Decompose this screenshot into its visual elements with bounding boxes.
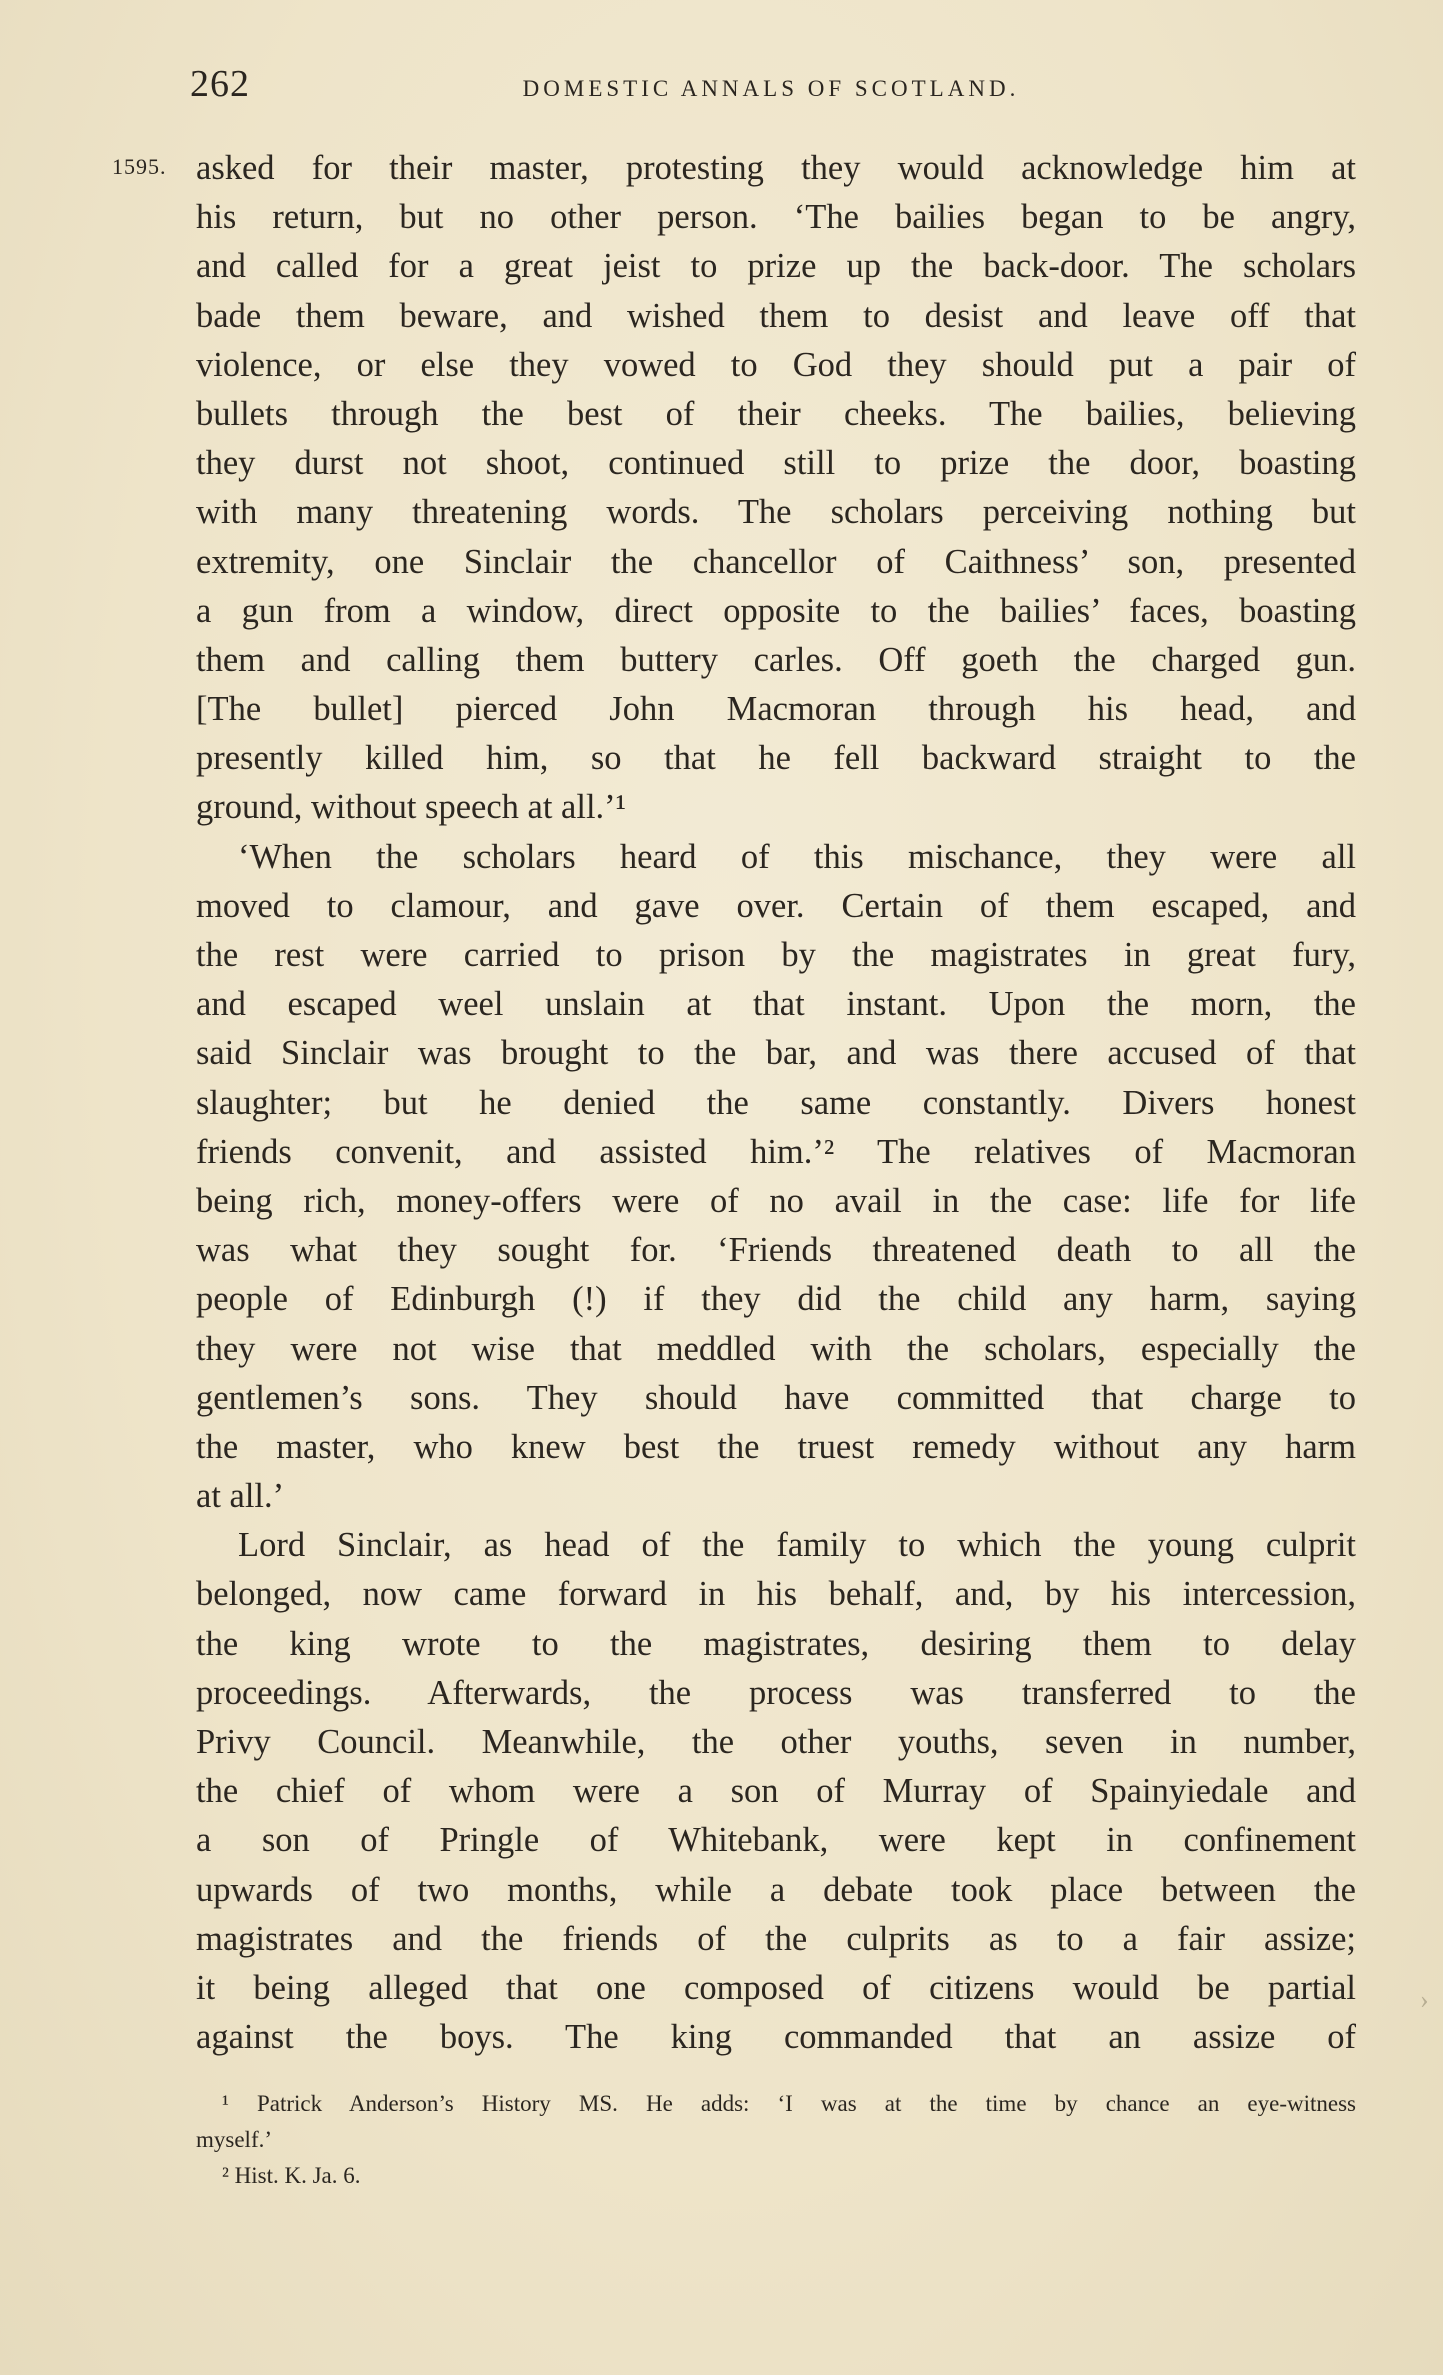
footnotes: [196, 2086, 1356, 2194]
text-line: presently killed him, so that he fell backward straight to the: [196, 739, 1356, 778]
text-line: bade them beware, and wished them to desist and leave off that: [196, 296, 1356, 335]
text-line: and escaped weel unslain at that instant. Upon the morn, the: [196, 985, 1356, 1024]
text-line: the king wrote to the magistrates, desiring them to delay: [196, 1624, 1356, 1663]
text-line: friends convenit, and assisted him.’² The relatives of Macmoran: [196, 1132, 1356, 1171]
text-line: a gun from a window, direct opposite to the bailies’ faces, boasting: [196, 591, 1356, 630]
text-line: magistrates and the friends of the culprits as to a fair assize;: [196, 1919, 1356, 1958]
text-line: them and calling them buttery carles. Off goeth the charged gun.: [196, 640, 1356, 679]
running-head: DOMESTIC ANNALS OF SCOTLAND.: [522, 76, 1020, 101]
footnote-line: ² Hist. K. Ja. 6.: [222, 2163, 361, 2188]
footnote-line: myself.’: [196, 2127, 273, 2152]
text-line: was what they sought for. ‘Friends threatened death to all the: [196, 1231, 1356, 1270]
page-number: 262: [190, 63, 250, 105]
text-line: against the boys. The king commanded that an assize of: [196, 2018, 1356, 2057]
margin-year: 1595.: [112, 154, 167, 179]
text-line: belonged, now came forward in his behalf, and, by his intercession,: [196, 1575, 1356, 1614]
text-line: the chief of whom were a son of Murray of Spainyiedale and: [196, 1772, 1356, 1811]
text-line: with many threatening words. The scholars perceiving nothing but: [196, 493, 1356, 532]
text-line: violence, or else they vowed to God they should put a pair of: [196, 345, 1356, 384]
text-line: they were not wise that meddled with the scholars, especially the: [196, 1329, 1356, 1368]
text-line: extremity, one Sinclair the chancellor of Caithness’ son, presented: [196, 542, 1356, 581]
text-line: they durst not shoot, continued still to prize the door, boasting: [196, 444, 1356, 483]
text-line: it being alleged that one composed of citizens would be partial: [196, 1968, 1356, 2007]
text-line: upwards of two months, while a debate took place between the: [196, 1870, 1356, 1909]
text-line: Lord Sinclair, as head of the family to which the young culprit: [238, 1526, 1356, 1565]
page-header: [186, 62, 1356, 122]
margin-mark: ›: [1420, 1985, 1429, 2014]
text-line: slaughter; but he denied the same constantly. Divers honest: [196, 1083, 1356, 1122]
text-line: being rich, money-offers were of no avail in the case: life for life: [196, 1181, 1356, 1220]
text-line: the master, who knew best the truest remedy without any harm: [196, 1427, 1356, 1466]
text-line: a son of Pringle of Whitebank, were kept in confinement: [196, 1821, 1356, 1860]
text-line: the rest were carried to prison by the magistrates in great fury,: [196, 936, 1356, 974]
footnote-line: ¹ Patrick Anderson’s History MS. He adds: ‘I was at the time by chance an eye-witness: [222, 2091, 1356, 2116]
text-line: said Sinclair was brought to the bar, and was there accused of that: [196, 1034, 1356, 1073]
text-line: ground, without speech at all.’¹: [196, 788, 626, 827]
text-line: people of Edinburgh (!) if they did the child any harm, saying: [196, 1280, 1356, 1319]
text-line: moved to clamour, and gave over. Certain of them escaped, and: [196, 886, 1356, 925]
text-line: bullets through the best of their cheeks. The bailies, believing: [196, 394, 1356, 433]
text-line: ‘When the scholars heard of this mischance, they were all: [238, 837, 1356, 876]
text-line: Privy Council. Meanwhile, the other youths, seven in number,: [196, 1723, 1356, 1761]
text-line: [The bullet] pierced John Macmoran through his head, and: [196, 690, 1356, 729]
text-line: gentlemen’s sons. They should have committed that charge to: [196, 1378, 1356, 1417]
text-line: his return, but no other person. ‘The bailies began to be angry,: [196, 198, 1356, 237]
text-line: asked for their master, protesting they would acknowledge him at: [196, 149, 1356, 187]
text-line: proceedings. Afterwards, the process was transferred to the: [196, 1673, 1356, 1712]
text-line: at all.’: [196, 1477, 285, 1516]
body-text: [196, 144, 1356, 2062]
text-line: and called for a great jeist to prize up the back-door. The scholars: [196, 247, 1356, 286]
